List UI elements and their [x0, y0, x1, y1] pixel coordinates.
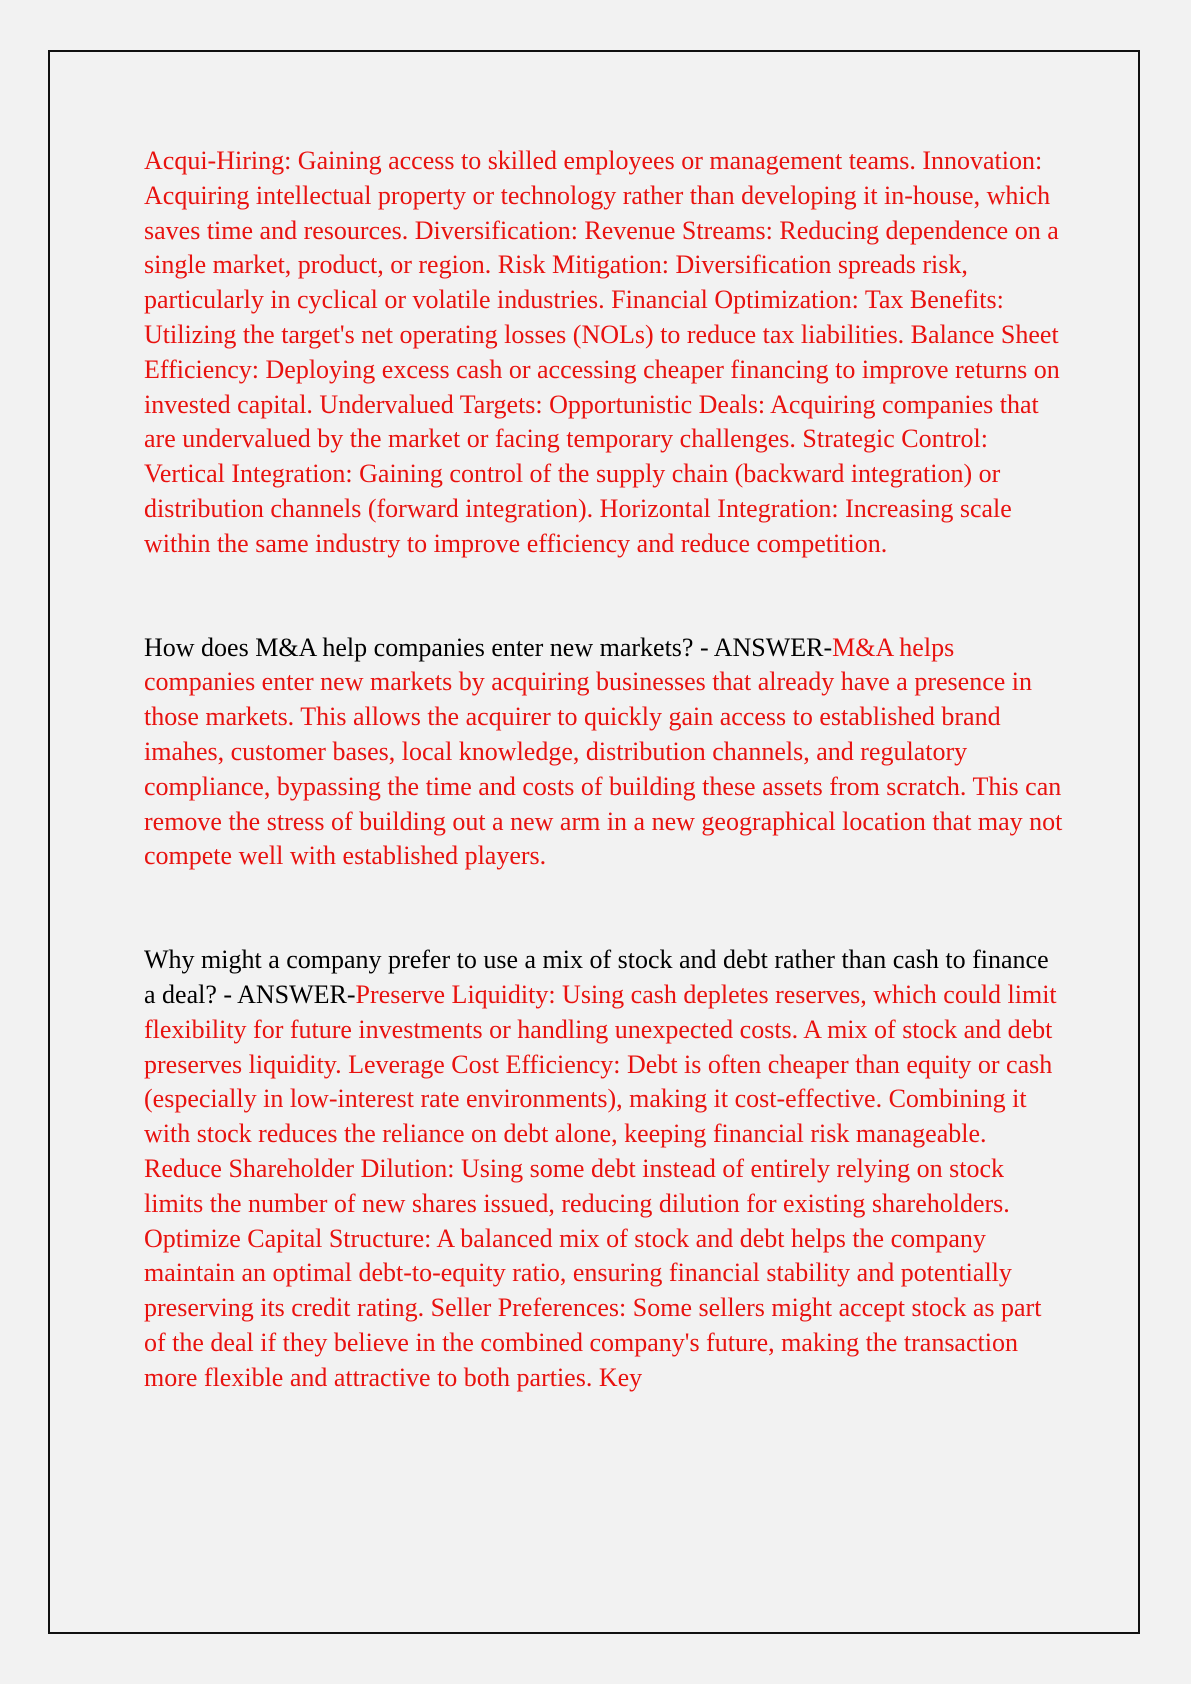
question-text: Why might a company prefer to use a mix of stock and debt rather than cash to finance a deal? - ANSWER-	[144, 945, 1049, 1009]
answer-text: M&A helps companies enter new markets by acquiring businesses that already have a presence in those markets. This allows the acquirer to quickly gain access to established brand imahes, customer bases, local knowledge, distribution channels, and regulatory compliance, bypassing the time and costs of building these assets from scratch. This can remove the stress of building out a new arm in a new geographical location that may not compete well with established players.	[144, 632, 1063, 871]
answer-text: Preserve Liquidity: Using cash depletes reserves, which could limit flexibility for future investments or handling unexpected costs. A mix of stock and debt preserves liquidity. Leverage Cost Efficiency: Debt is often cheaper than equity or cash (especially in low-interest rate environments), making it cost-effective. Combining it with stock reduces the reliance on debt alone, keeping financial risk manageable. Reduce Shareholder Dilution: Using some debt instead of entirely relying on stock limits the number of new shares issued, reducing dilution for existing shareholders. Optimize Capital Structure: A balanced mix of stock and debt helps the company maintain an optimal debt-to-equity ratio, ensuring financial stability and potentially preserving its credit rating. Seller Preferences: Some sellers might accept stock as part of the deal if they believe in the combined company's future, making the transaction more flexible and attractive to both parties. Key	[144, 979, 1057, 1392]
qa-block-3	[144, 943, 1064, 1395]
qa-block-1	[144, 144, 1064, 562]
answer-text: Acqui-Hiring: Gaining access to skilled employees or management teams. Innovation: Acquiring intellectual property or technology rather than developing it in-house, which saves time and resources. Diversification: Revenue Streams: Reducing dependence on a single market, product, or region. Risk Mitigation: Diversification spreads risk, particularly in cyclical or volatile industries. Financial Optimization: Tax Benefits: Utilizing the target's net operating losses (NOLs) to reduce tax liabilities. Balance Sheet Efficiency: Deploying excess cash or accessing cheaper financing to improve returns on invested capital. Undervalued Targets: Opportunistic Deals: Acquiring companies that are undervalued by the market or facing temporary challenges. Strategic Control: Vertical Integration: Gaining control of the supply chain (backward integration) or distribution channels (forward integration). Horizontal Integration: Increasing scale within the same industry to improve efficiency and reduce competition.	[144, 146, 1060, 558]
qa-block-2	[144, 631, 1064, 875]
document-content	[144, 144, 1064, 1396]
question-text: How does M&A help companies enter new markets? - ANSWER-	[144, 632, 833, 662]
